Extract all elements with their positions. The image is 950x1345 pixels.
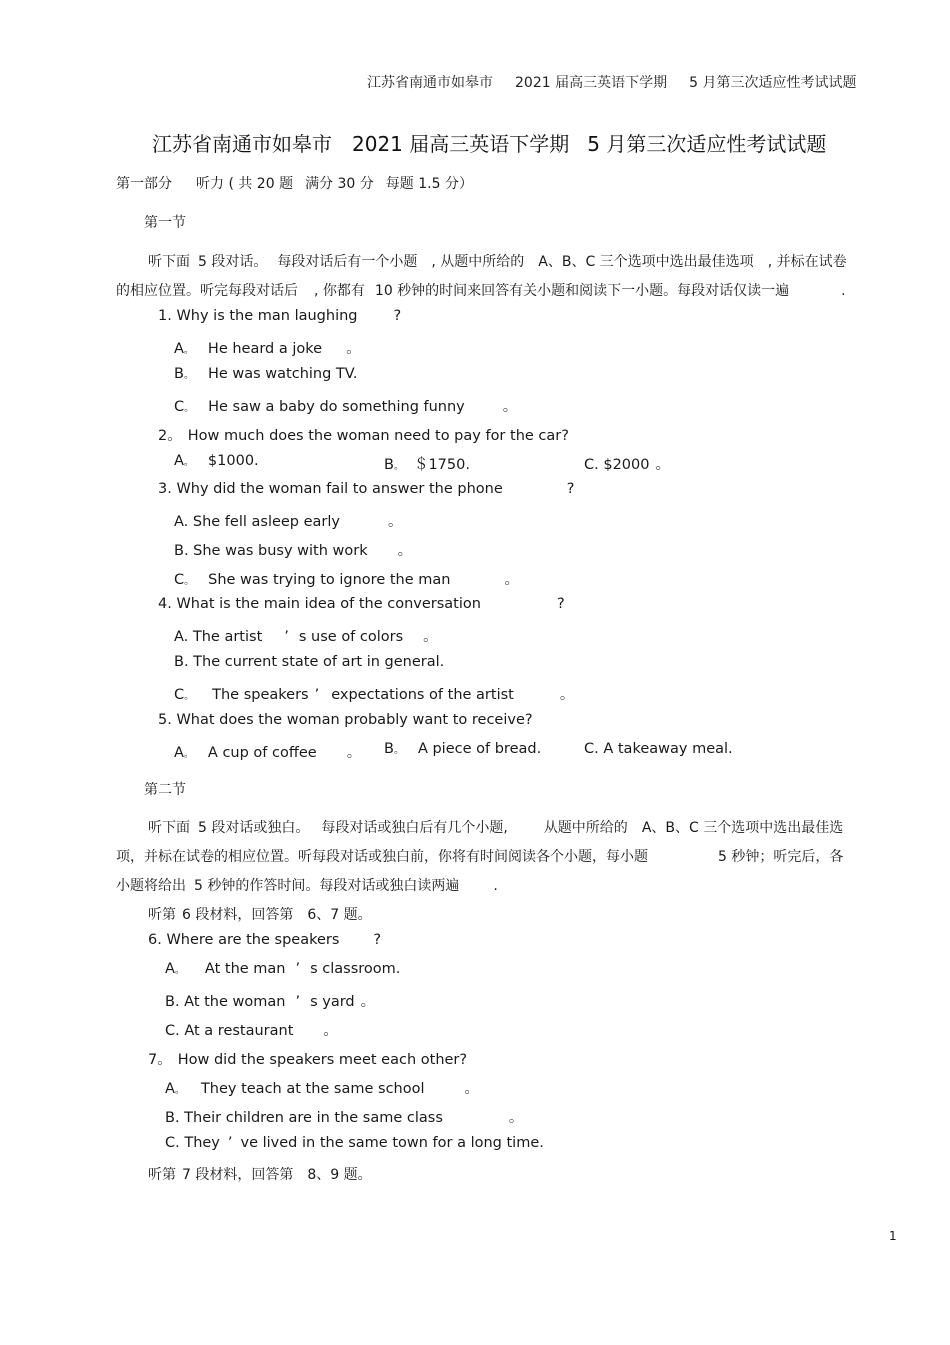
option-end: 。 — [655, 457, 670, 473]
page-number: 1 — [889, 1229, 897, 1243]
inst-text: 从题中所给的 — [543, 820, 628, 836]
inst-text: . — [493, 878, 498, 894]
q2-option-b[interactable] — [384, 453, 470, 474]
option-end: 。 — [559, 687, 575, 703]
option-dot: 。 — [183, 370, 194, 381]
option-text: A piece of bread. — [417, 741, 542, 757]
option-letter: A — [165, 1081, 175, 1097]
option-text: A. The artist — [174, 629, 263, 645]
title-part-3: 5 月第三次适应性考试试题 — [587, 132, 827, 156]
question-stem: 4. What is the main idea of the conversation — [158, 596, 481, 612]
option-text: C. At a restaurant — [165, 1023, 294, 1039]
part1-heading — [116, 173, 473, 193]
option-text: C. They — [165, 1135, 220, 1151]
inst-text: 的相应位置。听完每段对话后 — [116, 283, 298, 299]
inst-text: , 你都有 — [314, 283, 365, 299]
question-mark: ? — [566, 481, 575, 497]
part1-info-1: 听力 ( 共 20 题 — [196, 176, 294, 192]
q7-option-a[interactable] — [165, 1077, 479, 1098]
option-text: They teach at the same school — [200, 1081, 425, 1097]
question-mark: ? — [556, 596, 565, 612]
option-letter: B — [384, 457, 394, 473]
option-end: 。 — [504, 572, 519, 588]
option-dot: 。 — [183, 345, 194, 356]
title-part-1: 江苏省南通市如皋市 — [152, 132, 332, 156]
option-text: s use of colors — [298, 629, 404, 645]
q6-option-a[interactable] — [165, 961, 400, 977]
note-text: 7 段材料，回答第 — [182, 1167, 294, 1183]
option-text: B. Their children are in the same class — [165, 1110, 443, 1126]
option-dot: 。 — [174, 965, 185, 976]
q4-option-c[interactable] — [174, 683, 574, 704]
running-header — [367, 72, 856, 92]
q5-option-c[interactable] — [584, 741, 733, 757]
option-letter: A — [174, 341, 184, 357]
q2-option-a[interactable] — [174, 453, 259, 469]
q3-option-c[interactable] — [174, 568, 519, 589]
section2-instructions-line1 — [148, 817, 843, 837]
option-dot: 。 — [183, 749, 194, 760]
q7-option-b[interactable] — [165, 1106, 523, 1127]
option-dot: 。 — [184, 691, 195, 702]
inst-text: 每段对话或独白后有几个小题, — [321, 820, 508, 836]
note-text: 听第 — [148, 907, 176, 923]
inst-text: , 从题中所给的 — [431, 254, 525, 270]
option-text: The speakers — [212, 687, 309, 703]
option-text: A cup of coffee — [207, 745, 317, 761]
inst-text: 5 段对话。 — [198, 254, 268, 270]
q6-option-b[interactable] — [165, 990, 375, 1011]
question-5 — [158, 712, 533, 728]
option-end: 。 — [423, 629, 438, 645]
option-letter: C — [174, 572, 185, 588]
inst-text: 5 秒钟的作答时间。每段对话或独白读两遍 — [194, 878, 460, 894]
option-letter: A — [165, 961, 175, 977]
option-letter: A — [174, 453, 184, 469]
option-text: He was watching TV. — [207, 366, 358, 382]
q4-option-a[interactable] — [174, 625, 438, 646]
question-stem: 5. What does the woman probably want to receive? — [158, 712, 533, 728]
question-stem: How did the speakers meet each other? — [177, 1052, 468, 1068]
option-letter: B — [174, 366, 184, 382]
option-end: 。 — [346, 745, 362, 761]
page-title — [152, 128, 826, 157]
part1-label: 第一部分 — [116, 176, 172, 192]
apostrophe: ’ — [295, 961, 301, 977]
section2-label: 第二节 — [144, 782, 186, 798]
header-part-3: 5 月第三次适应性考试试题 — [689, 75, 857, 91]
option-text: s classroom. — [310, 961, 401, 977]
inst-text: 小题将给出 — [116, 878, 186, 894]
question-7 — [148, 1048, 467, 1069]
question-3 — [158, 481, 574, 497]
option-text: C. $2000 — [584, 457, 650, 473]
option-dot: 。 — [184, 576, 195, 587]
q3-option-b[interactable] — [174, 539, 412, 560]
material-6-note — [148, 904, 372, 924]
option-text: $1000. — [207, 453, 259, 469]
option-text: ＄1750. — [413, 457, 470, 473]
q2-option-c[interactable] — [584, 453, 670, 474]
section2-instructions-line3 — [116, 875, 498, 895]
inst-text: 听下面 — [148, 820, 190, 836]
question-stem: 3. Why did the woman fail to answer the phone — [158, 481, 503, 497]
q6-option-c[interactable] — [165, 1019, 338, 1040]
inst-text: 10 秒钟的时间来回答有关小题和阅读下一小题。每段对话仅读一遍 — [374, 283, 790, 299]
option-end: 。 — [464, 1081, 480, 1097]
option-text: expectations of the artist — [331, 687, 514, 703]
option-text: B. She was busy with work — [174, 543, 368, 559]
material-7-note — [148, 1164, 372, 1184]
option-end: 。 — [397, 543, 413, 559]
apostrophe: ’ — [314, 687, 320, 703]
q5-option-b[interactable] — [384, 741, 541, 757]
option-end: 。 — [508, 1110, 524, 1126]
header-part-2: 2021 届高三英语下学期 — [515, 75, 668, 91]
question-number: 7 — [148, 1052, 158, 1068]
option-letter: B — [384, 741, 394, 757]
inst-text: . — [841, 283, 846, 299]
title-part-2: 2021 届高三英语下学期 — [352, 132, 570, 156]
question-dot: 。 — [157, 1052, 172, 1068]
option-dot: 。 — [174, 1085, 185, 1096]
inst-text: 每段对话后有一个小题 — [277, 254, 418, 270]
option-text: A. She fell asleep early — [174, 514, 340, 530]
option-text: B. At the woman — [165, 994, 286, 1010]
section2-instructions-line2 — [116, 846, 843, 866]
question-number: 2 — [158, 428, 168, 444]
q3-option-a[interactable] — [174, 510, 403, 531]
option-end: 。 — [388, 514, 403, 530]
q1-option-b[interactable] — [174, 366, 357, 382]
option-dot: 。 — [393, 745, 404, 756]
section1-instructions-line2 — [116, 280, 846, 300]
question-mark: ? — [373, 932, 382, 948]
note-text: 6 段材料，回答第 — [182, 907, 294, 923]
option-dot: 。 — [393, 461, 404, 472]
option-text: s yard — [310, 994, 355, 1010]
header-part-1: 江苏省南通市如皋市 — [367, 75, 493, 91]
option-dot: 。 — [184, 403, 195, 414]
option-end: 。 — [323, 1023, 338, 1039]
q7-option-c[interactable] — [165, 1135, 544, 1151]
question-6 — [148, 932, 381, 948]
option-dot: 。 — [183, 457, 194, 468]
question-stem: 1. Why is the man laughing — [158, 308, 358, 324]
option-end: 。 — [502, 399, 518, 415]
option-text: B. The current state of art in general. — [174, 654, 445, 670]
inst-text: A、B、C 三个选项中选出最佳选 — [641, 820, 844, 836]
inst-text: 5 段对话或独白。 — [198, 820, 310, 836]
inst-text: A、B、C 三个选项中选出最佳选项 — [538, 254, 754, 270]
note-text: 听第 — [148, 1167, 176, 1183]
question-mark: ? — [393, 308, 402, 324]
apostrophe: ’ — [295, 994, 301, 1010]
question-2 — [158, 424, 569, 445]
option-end: 。 — [360, 994, 376, 1010]
question-stem: 6. Where are the speakers — [148, 932, 340, 948]
question-stem: How much does the woman need to pay for the car? — [187, 428, 569, 444]
option-text: He heard a joke — [207, 341, 323, 357]
section1-instructions-line1 — [148, 251, 847, 271]
note-text: 6、7 题。 — [307, 907, 372, 923]
q5-option-a[interactable] — [174, 741, 361, 762]
apostrophe: ’ — [284, 629, 289, 645]
option-text: ve lived in the same town for a long time. — [240, 1135, 544, 1151]
option-text: At the man — [204, 961, 286, 977]
option-text: C. A takeaway meal. — [584, 741, 733, 757]
section1-label: 第一节 — [144, 215, 186, 231]
option-letter: A — [174, 745, 184, 761]
part1-info-3: 每题 1.5 分） — [385, 176, 473, 192]
inst-text: , 并标在试卷 — [767, 254, 847, 270]
part1-info-2: 满分 30 分 — [305, 176, 374, 192]
q1-option-a[interactable] — [174, 337, 361, 358]
option-text: She was trying to ignore the man — [208, 572, 451, 588]
option-letter: C — [174, 399, 185, 415]
question-4 — [158, 596, 565, 612]
option-end: 。 — [346, 341, 361, 357]
inst-text: 听下面 — [148, 254, 190, 270]
question-1 — [158, 308, 401, 324]
q1-option-c[interactable] — [174, 395, 517, 416]
option-letter: C — [174, 687, 185, 703]
question-dot: 。 — [167, 428, 182, 444]
note-text: 8、9 题。 — [307, 1167, 372, 1183]
inst-text: 5 秒钟；听完后，各 — [718, 849, 844, 865]
option-text: He saw a baby do something funny — [208, 399, 465, 415]
inst-text: 项，并标在试卷的相应位置。听每段对话或独白前，你将有时间阅读各个小题，每小题 — [116, 849, 648, 865]
q4-option-b[interactable] — [174, 654, 444, 670]
apostrophe: ’ — [227, 1135, 233, 1151]
